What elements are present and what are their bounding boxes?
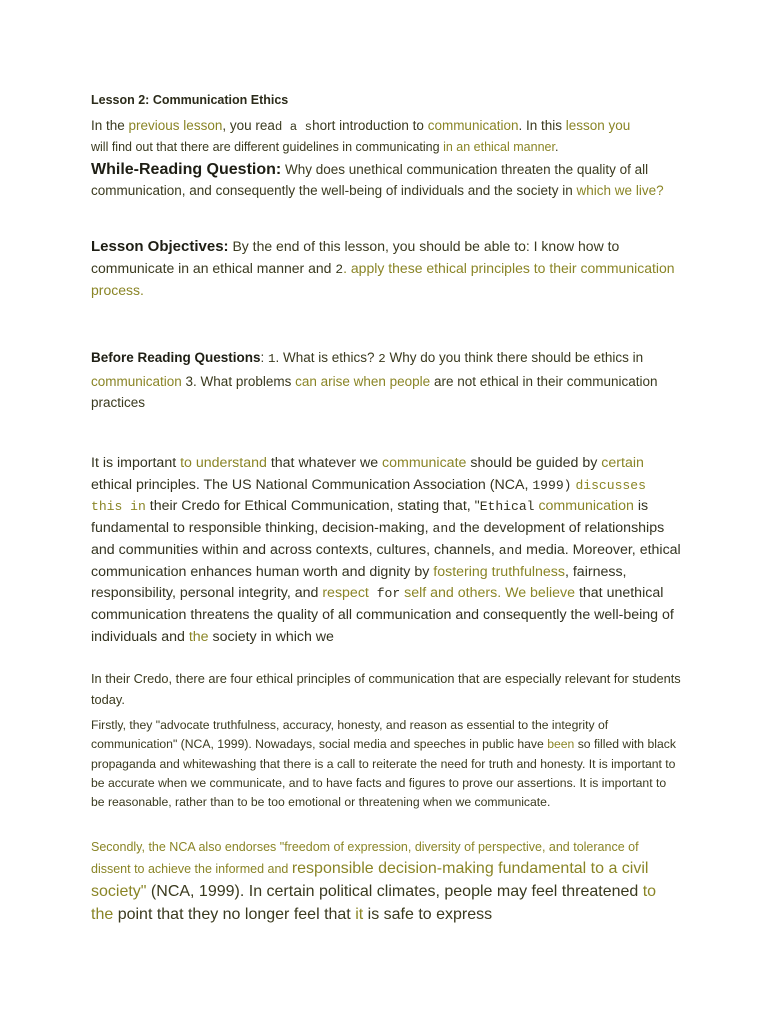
before-reading-text: 2 bbox=[378, 352, 386, 366]
body-text: , fairness, responsibility, personal integrity, and bbox=[91, 563, 627, 602]
before-reading-text: 1 bbox=[268, 352, 276, 366]
secondly-text: Secondly, the NCA also endorses "freedom of expression, diversity of perspective, and tolerance of dissent to achieve the informed and bbox=[91, 840, 639, 876]
body-text: communicate bbox=[382, 455, 467, 471]
credo-paragraph: In their Credo, there are four ethical principles of communication that are especially relevant for students today. bbox=[91, 671, 681, 707]
before-reading-text: can arise when people bbox=[295, 373, 431, 389]
while-reading-heading: While-Reading Question: bbox=[91, 161, 282, 178]
secondly-text: (NCA, 1999). In certain political climates, people may feel threatened bbox=[146, 882, 643, 900]
before-reading-questions bbox=[91, 347, 681, 414]
lesson-title: Lesson 2: Communication Ethics bbox=[91, 93, 289, 107]
intro-text: In the bbox=[91, 118, 129, 133]
body-text: Ethical bbox=[479, 499, 535, 515]
intro-text: , you rea bbox=[222, 118, 275, 133]
intro-text: in an ethical manner bbox=[443, 140, 555, 154]
objectives-text: . apply these ethical principles to their communication process. bbox=[91, 259, 675, 298]
intro-text: will find out that there are different guidelines in communicating bbox=[91, 140, 444, 154]
body-text: for bbox=[368, 586, 401, 602]
before-reading-heading: Before Reading Questions bbox=[91, 350, 261, 365]
body-text: believe bbox=[530, 585, 576, 602]
body-text: communication bbox=[538, 498, 634, 515]
body-text: is fundamental to responsible thinking, decision-making, bbox=[91, 498, 649, 537]
body-text: certain bbox=[601, 455, 644, 471]
body-text: should be guided by bbox=[466, 455, 602, 471]
body-text: to understand bbox=[180, 455, 267, 471]
intro-text: . In this bbox=[518, 118, 566, 133]
secondly-text: is safe to express bbox=[363, 905, 493, 923]
intro-text: lesson you bbox=[565, 118, 631, 133]
body-text: and bbox=[498, 542, 523, 558]
firstly-text: so filled with black propaganda and whitewashing that there is a call to reiterate the need for truth and honesty. It is important to be accurate when we communicate, and to have facts and figures to prove our assertions. It is important to be reasonable, rather than to be too emotional or threatening when we communicate. bbox=[91, 737, 676, 810]
while-reading-text: Why does unethical communication threaten the quality of all communication, and consequently the well-being of individuals and the society in bbox=[91, 162, 649, 198]
body-paragraph bbox=[91, 453, 681, 648]
before-reading-text: are not ethical in their communication practices bbox=[91, 373, 658, 410]
secondly-text: responsible decision-making fundamental to a civil society" bbox=[91, 859, 649, 900]
secondly-text: point that they no longer feel that bbox=[113, 905, 356, 923]
firstly-text: Firstly, they "advocate truthfulness, accuracy, honesty, and reason as essential to the integrity of communication" (NCA, 1999). Nowadays, social media and speeches in public have bbox=[91, 718, 609, 752]
secondly-text: it bbox=[355, 905, 364, 923]
body-text: discusses this in bbox=[91, 477, 646, 515]
body-text: and bbox=[432, 521, 456, 537]
body-text: their Credo for Ethical Communication, stating that, " bbox=[145, 498, 480, 515]
body-text: that whatever we bbox=[266, 455, 383, 471]
before-reading-text: : bbox=[260, 350, 269, 365]
body-text: self and others. We bbox=[400, 585, 531, 602]
body-text: the bbox=[188, 628, 209, 645]
intro-text: previous lesson bbox=[128, 118, 223, 133]
objectives-heading: Lesson Objectives: bbox=[91, 238, 229, 255]
intro-text: hort introduction to bbox=[312, 118, 428, 133]
before-reading-text: . What is ethics? bbox=[275, 350, 379, 365]
intro-text: . bbox=[554, 140, 559, 154]
body-text: the development of relationships and communities within and across contexts, cultures, channels, bbox=[91, 520, 665, 558]
body-text: 1999) bbox=[532, 477, 572, 493]
intro-paragraph bbox=[91, 116, 681, 157]
objectives-text: By the end of this lesson, you should be able to: I know how to communicate in an ethical manner and bbox=[91, 238, 620, 276]
before-reading-text: Why do you think there should be ethics in bbox=[385, 350, 644, 365]
while-reading-text: which we live? bbox=[576, 183, 664, 198]
before-reading-text: communication bbox=[91, 373, 182, 389]
objectives-text: 2 bbox=[335, 261, 344, 277]
secondly-paragraph bbox=[91, 838, 681, 926]
body-text: society in which we bbox=[208, 628, 334, 645]
firstly-text: been bbox=[547, 737, 575, 752]
lesson-objectives bbox=[91, 236, 681, 302]
body-text: respect bbox=[322, 585, 369, 602]
body-text: It is important bbox=[91, 455, 181, 471]
before-reading-text: 3. What problems bbox=[181, 373, 296, 389]
intro-text: d a s bbox=[274, 120, 313, 134]
body-text: ethical principles. The US National Communication Association (NCA, bbox=[91, 476, 533, 493]
body-text: media. Moreover, ethical communication enhances human worth and dignity by bbox=[91, 541, 681, 580]
intro-text: communication bbox=[427, 118, 519, 133]
secondly-text: to the bbox=[91, 882, 657, 923]
body-text: fostering truthfulness bbox=[433, 563, 565, 580]
firstly-paragraph bbox=[91, 716, 681, 812]
body-text: that unethical communication threatens the quality of all communication and consequently the well-being of individuals and bbox=[91, 585, 674, 645]
while-reading-question bbox=[91, 159, 681, 201]
